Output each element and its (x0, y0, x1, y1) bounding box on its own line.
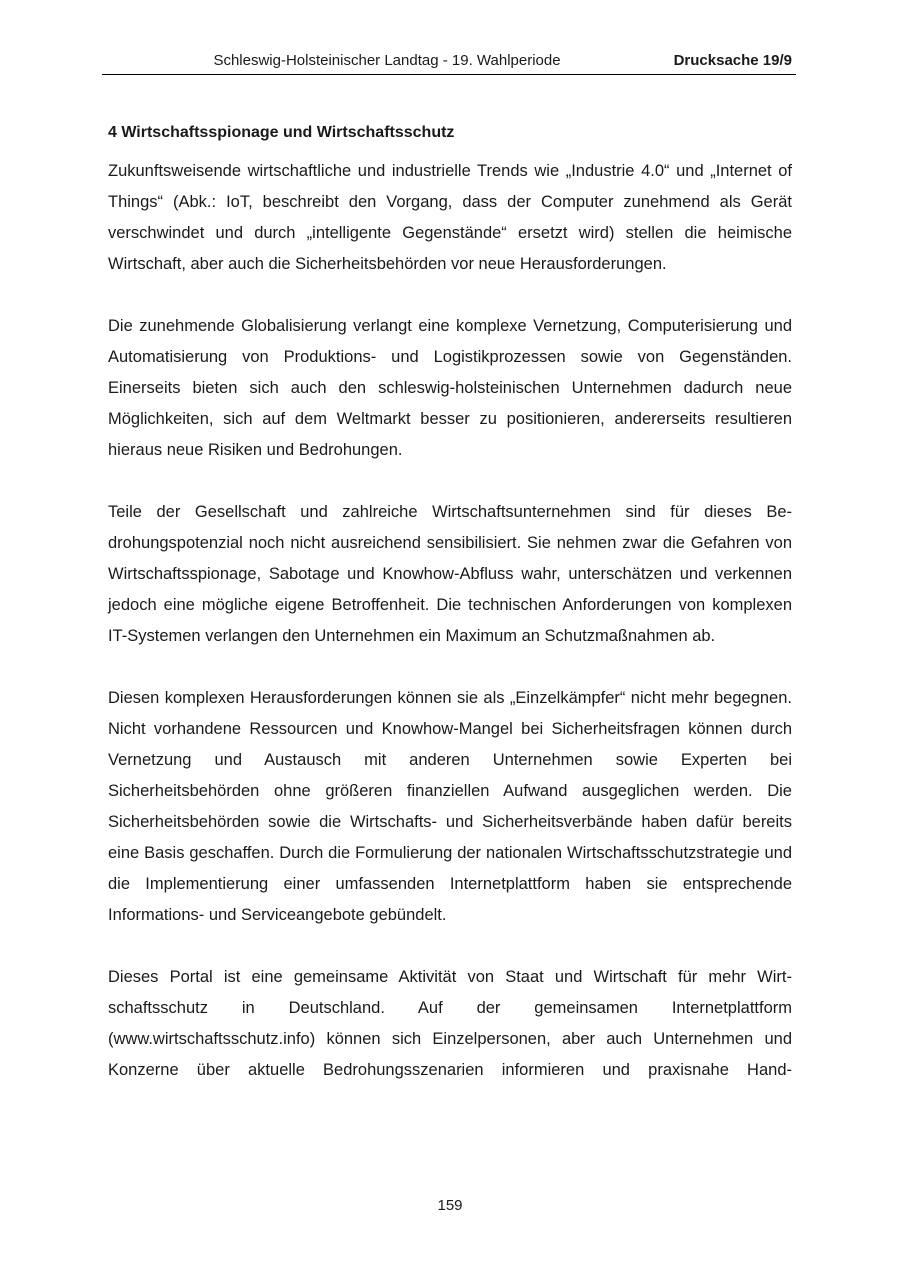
page-content (108, 120, 792, 1086)
page-header (102, 52, 796, 75)
paragraph-3: Teile der Gesellschaft und zahlreiche Wirtschaftsunternehmen sind für dieses Bedrohungspotenzial noch nicht ausreichend sensibilisiert. Sie nehmen zwar die Gefahren von Wirtschaftsspionage, Sabotage und Knowhow-Abfluss wahr, unterschätzen und verkennen jedoch eine mögliche eigene Betroffenheit. Die technischen Anforderungen von komplexen IT-Systemen verlangen den Unternehmen ein Maximum an Schutzmaßnahmen ab. (108, 503, 792, 645)
header-doc-ref: Drucksache 19/9 (673, 52, 792, 69)
paragraph-1: Zukunftsweisende wirtschaftliche und industrielle Trends wie „Industrie 4.0“ und „Internet of Things“ (Abk.: IoT, beschreibt den Vorgang, dass der Computer zunehmend als Gerät verschwindet und durch „intelligente Gegenstände“ ersetzt wird) stellen die heimische Wirtschaft, aber auch die Sicherheitsbehörden vor neue Herausforderungen. (108, 162, 792, 273)
paragraph-2: Die zunehmende Globalisierung verlangt eine komplexe Vernetzung, Computerisierung und Automatisierung von Produktions- und Logistikprozessen sowie von Gegenständen. Einerseits bieten sich auch den schleswig-holsteinischen Unternehmen dadurch neue Möglichkeiten, sich auf dem Weltmarkt besser zu positionieren, andererseits resultieren hieraus neue Risiken und Bedrohungen. (108, 317, 792, 459)
page-number: 159 (437, 1197, 463, 1214)
paragraph-4: Diesen komplexen Herausforderungen können sie als „Einzelkämpfer“ nicht mehr begegnen. Nicht vorhandene Ressourcen und Knowhow-Mangel bei Sicherheitsfragen können durch Vernetzung und Austausch mit anderen Unternehmen sowie Experten bei Sicherheitsbehörden ohne größeren finanziellen Aufwand ausgeglichen werden. Die Sicherheitsbehörden sowie die Wirtschafts- und Sicherheitsverbände haben dafür bereits eine Basis geschaffen. Durch die Formulierung der nationalen Wirtschaftsschutzstrategie und die Implementierung einer umfassenden Internetplattform haben sie entsprechende Informations- und Serviceangebote gebündelt. (108, 689, 792, 924)
paragraph-5: Dieses Portal ist eine gemeinsame Aktivität von Staat und Wirtschaft für mehr Wirtschaftsschutz in Deutschland. Auf der gemeinsamen Internetplattform (www.wirtschaftsschutz.info) können sich Einzelpersonen, aber auch Unternehmen und Konzerne über aktuelle Bedrohungsszenarien informieren und praxisnahe Hand- (108, 968, 792, 1079)
section-heading: 4 Wirtschaftsspionage und Wirtschaftsschutz (108, 124, 455, 141)
header-title: Schleswig-Holsteinischer Landtag - 19. Wahlperiode (213, 52, 561, 69)
